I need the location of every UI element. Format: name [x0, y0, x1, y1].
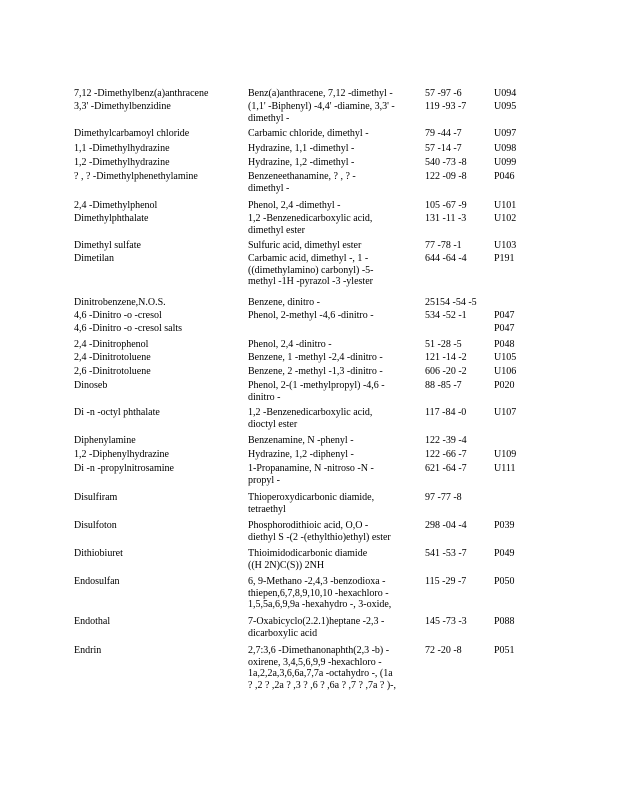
cas-number: 72 -20 -8 [425, 645, 462, 656]
cas-number: 122 -39 -4 [425, 435, 467, 446]
chemical-name: 3,3' -Dimethylbenzidine [74, 101, 171, 112]
waste-code: U099 [494, 157, 517, 168]
cas-number: 57 -97 -6 [425, 88, 462, 99]
cas-number: 51 -28 -5 [425, 339, 462, 350]
chemical-description: Hydrazine, 1,2 -dimethyl - [248, 157, 355, 168]
waste-code: U094 [494, 88, 517, 99]
chemical-name: Dimethylphthalate [74, 213, 149, 224]
chemical-name: 4,6 -Dinitro -o -cresol salts [74, 323, 183, 334]
chemical-description: Hydrazine, 1,2 -diphenyl - [248, 449, 354, 460]
cas-number: 25154 -54 -5 [425, 297, 477, 308]
chemical-description: Benzene, 2 -methyl -1,3 -dinitro - [248, 366, 383, 377]
waste-code: P047 [494, 310, 515, 321]
chemical-name: Endothal [74, 616, 111, 627]
chemical-name: Dimethylcarbamoyl chloride [74, 128, 190, 139]
waste-code: P039 [494, 520, 515, 531]
chemical-description: 6, 9-Methano -2,4,3 -benzodioxa - thiepen,6,7,8,9,10,10 -hexachloro - 1,5,5a,6,9,9a -hexahydro -, 3-oxide, [248, 576, 392, 610]
chemical-description: Benz(a)anthracene, 7,12 -dimethyl - [248, 88, 393, 99]
chemical-name: Endosulfan [74, 576, 120, 587]
chemical-name: 2,4 -Dinitrotoluene [74, 352, 151, 363]
cas-number: 541 -53 -7 [425, 548, 467, 559]
cas-number: 131 -11 -3 [425, 213, 467, 224]
cas-number: 606 -20 -2 [425, 366, 467, 377]
chemical-description: 7-Oxabicyclo(2.2.1)heptane -2,3 - dicarboxylic acid [248, 616, 385, 639]
chemical-name: Di -n -octyl phthalate [74, 407, 160, 418]
chemical-description: 1,2 -Benzenedicarboxylic acid, dimethyl ester [248, 213, 373, 236]
waste-code: U102 [494, 213, 517, 224]
waste-code: P048 [494, 339, 515, 350]
cas-number: 79 -44 -7 [425, 128, 462, 139]
cas-number: 644 -64 -4 [425, 253, 467, 264]
chemical-description: Hydrazine, 1,1 -dimethyl - [248, 143, 355, 154]
cas-number: 77 -78 -1 [425, 240, 462, 251]
waste-code: U098 [494, 143, 517, 154]
chemical-description: Phenol, 2-(1 -methylpropyl) -4,6 - dinitro - [248, 380, 385, 403]
cas-number: 115 -29 -7 [425, 576, 467, 587]
chemical-name: Disulfoton [74, 520, 117, 531]
waste-code: P047 [494, 323, 515, 334]
cas-number: 121 -14 -2 [425, 352, 467, 363]
cas-number: 122 -09 -8 [425, 171, 467, 182]
waste-code: P088 [494, 616, 515, 627]
waste-code: P049 [494, 548, 515, 559]
chemical-name: 2,6 -Dinitrotoluene [74, 366, 151, 377]
waste-code: P191 [494, 253, 515, 264]
waste-code: U095 [494, 101, 517, 112]
cas-number: 57 -14 -7 [425, 143, 462, 154]
cas-number: 540 -73 -8 [425, 157, 467, 168]
chemical-description: Carbamic chloride, dimethyl - [248, 128, 369, 139]
chemical-name: Dinoseb [74, 380, 108, 391]
chemical-description: (1,1' -Biphenyl) -4,4' -diamine, 3,3' - dimethyl - [248, 101, 395, 124]
chemical-name: 2,4 -Dinitrophenol [74, 339, 149, 350]
chemical-description: Benzene, dinitro - [248, 297, 320, 308]
waste-code: U101 [494, 200, 517, 211]
chemical-description: Benzene, 1 -methyl -2,4 -dinitro - [248, 352, 383, 363]
chemical-name: 7,12 -Dimethylbenz(a)anthracene [74, 88, 209, 99]
chemical-name: Di -n -propylnitrosamine [74, 463, 174, 474]
chemical-name: 1,2 -Diphenylhydrazine [74, 449, 169, 460]
cas-number: 122 -66 -7 [425, 449, 467, 460]
waste-code: U109 [494, 449, 517, 460]
cas-number: 105 -67 -9 [425, 200, 467, 211]
cas-number: 88 -85 -7 [425, 380, 462, 391]
chemical-name: 2,4 -Dimethylphenol [74, 200, 158, 211]
cas-number: 119 -93 -7 [425, 101, 467, 112]
chemical-name: Endrin [74, 645, 102, 656]
chemical-description: Thioimidodicarbonic diamide ((H 2N)C(S)) 2NH [248, 548, 368, 571]
chemical-description: Phosphorodithioic acid, O,O - diethyl S -(2 -(ethylthio)ethyl) ester [248, 520, 391, 543]
chemical-name: Dimethyl sulfate [74, 240, 141, 251]
chemical-name: Dinitrobenzene,N.O.S. [74, 297, 166, 308]
chemical-name: Dimetilan [74, 253, 114, 264]
chemical-name: ? , ? -Dimethylphenethylamine [74, 171, 198, 182]
waste-code: U107 [494, 407, 517, 418]
cas-number: 534 -52 -1 [425, 310, 467, 321]
cas-number: 621 -64 -7 [425, 463, 467, 474]
chemical-description: Phenol, 2,4 -dimethyl - [248, 200, 341, 211]
chemical-name: Disulfiram [74, 492, 118, 503]
waste-code: P020 [494, 380, 515, 391]
chemical-name: 1,2 -Dimethylhydrazine [74, 157, 170, 168]
chemical-name: 1,1 -Dimethylhydrazine [74, 143, 170, 154]
chemical-description: Carbamic acid, dimethyl -, 1 - ((dimethylamino) carbonyl) -5- methyl -1H -pyrazol -3 -ylester [248, 253, 374, 287]
chemical-description: 1,2 -Benzenedicarboxylic acid, dioctyl ester [248, 407, 373, 430]
waste-code: P051 [494, 645, 515, 656]
waste-code: U097 [494, 128, 517, 139]
chemical-description: Sulfuric acid, dimethyl ester [248, 240, 362, 251]
chemical-description: 1-Propanamine, N -nitroso -N - propyl - [248, 463, 374, 486]
waste-code: P046 [494, 171, 515, 182]
waste-code: U103 [494, 240, 517, 251]
chemical-name: Diphenylamine [74, 435, 136, 446]
chemical-description: Phenol, 2-methyl -4,6 -dinitro - [248, 310, 374, 321]
waste-code: U105 [494, 352, 517, 363]
chemical-name: 4,6 -Dinitro -o -cresol [74, 310, 162, 321]
chemical-description: Benzenamine, N -phenyl - [248, 435, 354, 446]
cas-number: 97 -77 -8 [425, 492, 462, 503]
chemical-description: Benzeneethanamine, ? , ? - dimethyl - [248, 171, 356, 194]
cas-number: 145 -73 -3 [425, 616, 467, 627]
chemical-description: Phenol, 2,4 -dinitro - [248, 339, 332, 350]
waste-code: U111 [494, 463, 516, 474]
chemical-description: 2,7:3,6 -Dimethanonaphth(2,3 -b) - oxirene, 3,4,5,6,9,9 -hexachloro - 1a,2,2a,3,6,6a,7,7a -octahydro -, (1a ? ,2 ? ,2a ? ,3 ? ,6 ? ,6a ? ,7 ? ,7a ? )-, [248, 645, 396, 691]
waste-code: U106 [494, 366, 517, 377]
waste-code: P050 [494, 576, 515, 587]
chemical-name: Dithiobiuret [74, 548, 123, 559]
chemical-description: Thioperoxydicarbonic diamide, tetraethyl [248, 492, 375, 515]
cas-number: 298 -04 -4 [425, 520, 467, 531]
cas-number: 117 -84 -0 [425, 407, 467, 418]
